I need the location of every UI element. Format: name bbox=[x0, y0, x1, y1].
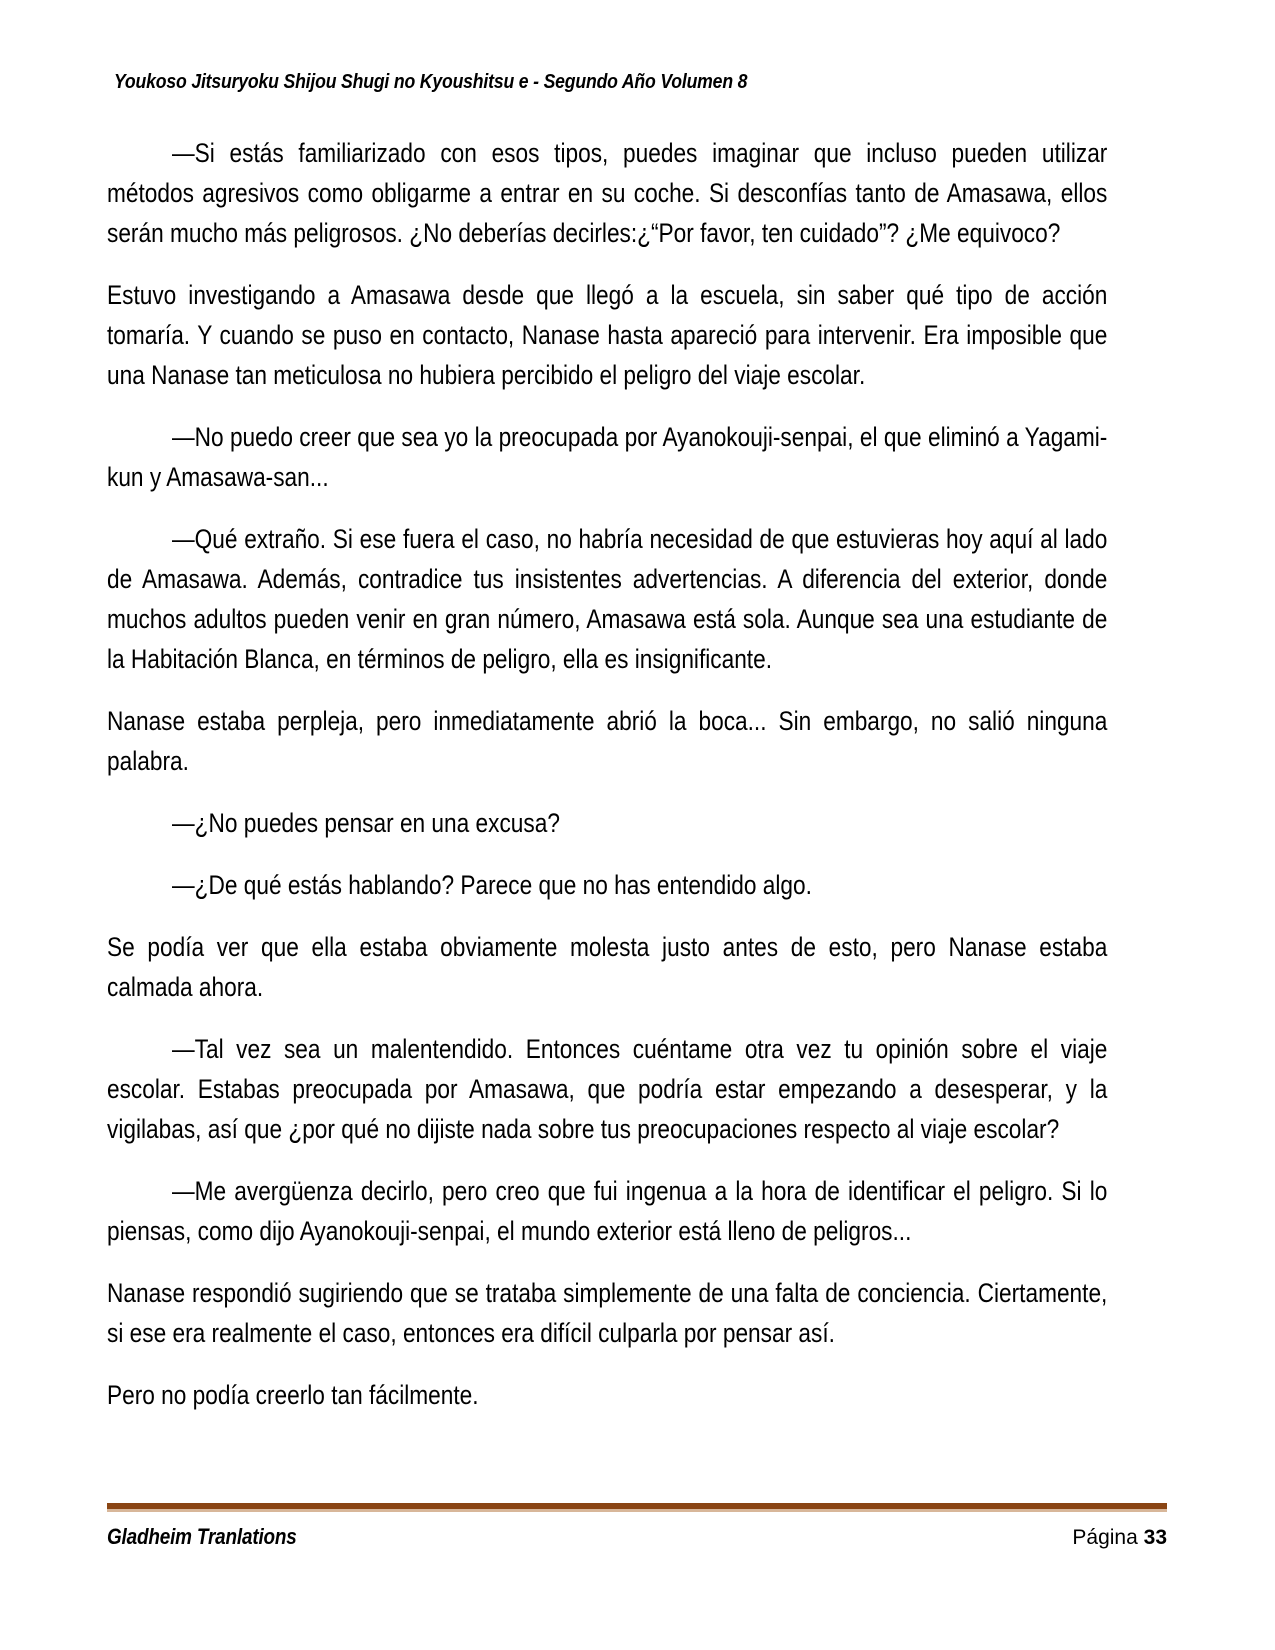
paragraph: —Me avergüenza decirlo, pero creo que fui ingenua a la hora de identificar el peligro. Si lo piensas, como dijo Ayanokouji-senpai, el mundo exterior está lleno de peligros... bbox=[107, 1176, 1108, 1246]
paragraph: Nanase respondió sugiriendo que se trataba simplemente de una falta de conciencia. Ciertamente, si ese era realmente el caso, entonces era difícil culparla por pensar así. bbox=[107, 1278, 1108, 1348]
page-body-text bbox=[107, 133, 1107, 1415]
paragraph: —Si estás familiarizado con esos tipos, puedes imaginar que incluso pueden utilizar métodos agresivos como obligarme a entrar en su coche. Si desconfías tanto de Amasawa, ellos serán mucho más peligrosos. ¿No deberías decirles:¿“Por favor, ten cuidado”? ¿Me equivoco? bbox=[107, 138, 1108, 248]
translator-credit: Gladheim Tranlations bbox=[107, 1524, 297, 1549]
page-header bbox=[114, 70, 1169, 100]
paragraph: Estuvo investigando a Amasawa desde que llegó a la escuela, sin saber qué tipo de acción tomaría. Y cuando se puso en contacto, Nanase hasta apareció para intervenir. Era imposible que una Nanase tan meticulosa no hubiera percibido el peligro del viaje escolar. bbox=[107, 280, 1108, 390]
footer-divider-rule bbox=[107, 1503, 1167, 1512]
paragraph: —Qué extraño. Si ese fuera el caso, no habría necesidad de que estuvieras hoy aquí al lado de Amasawa. Además, contradice tus insistentes advertencias. A diferencia del exterior, donde muchos adultos pueden venir en gran número, Amasawa está sola. Aunque sea una estudiante de la Habitación Blanca, en términos de peligro, ella es insignificante. bbox=[107, 524, 1108, 674]
paragraph: Nanase estaba perpleja, pero inmediatamente abrió la boca... Sin embargo, no salió ninguna palabra. bbox=[107, 706, 1108, 776]
page-number-block bbox=[1072, 1526, 1167, 1550]
footer-rule-light-bar bbox=[107, 1509, 1167, 1512]
page-number-value: 33 bbox=[1143, 1526, 1167, 1549]
paragraph: —¿No puedes pensar en una excusa? bbox=[171, 808, 560, 838]
footer-content-row bbox=[107, 1524, 1167, 1558]
paragraph: —No puedo creer que sea yo la preocupada por Ayanokouji-senpai, el que eliminó a Yagami-kun y Amasawa-san... bbox=[107, 422, 1108, 492]
page-footer bbox=[107, 1503, 1167, 1558]
header-title: Youkoso Jitsuryoku Shijou Shugi no Kyoushitsu e - Segundo Año Volumen 8 bbox=[114, 70, 748, 93]
paragraph: Se podía ver que ella estaba obviamente molesta justo antes de esto, pero Nanase estaba calmada ahora. bbox=[107, 932, 1108, 1002]
paragraph: —Tal vez sea un malentendido. Entonces cuéntame otra vez tu opinión sobre el viaje escolar. Estabas preocupada por Amasawa, que podría estar empezando a desesperar, y la vigilabas, así que ¿por qué no dijiste nada sobre tus preocupaciones respecto al viaje escolar? bbox=[107, 1034, 1108, 1144]
page-number-label: Página bbox=[1072, 1526, 1138, 1549]
paragraph: Pero no podía creerlo tan fácilmente. bbox=[107, 1380, 479, 1410]
paragraph: —¿De qué estás hablando? Parece que no has entendido algo. bbox=[171, 870, 812, 900]
